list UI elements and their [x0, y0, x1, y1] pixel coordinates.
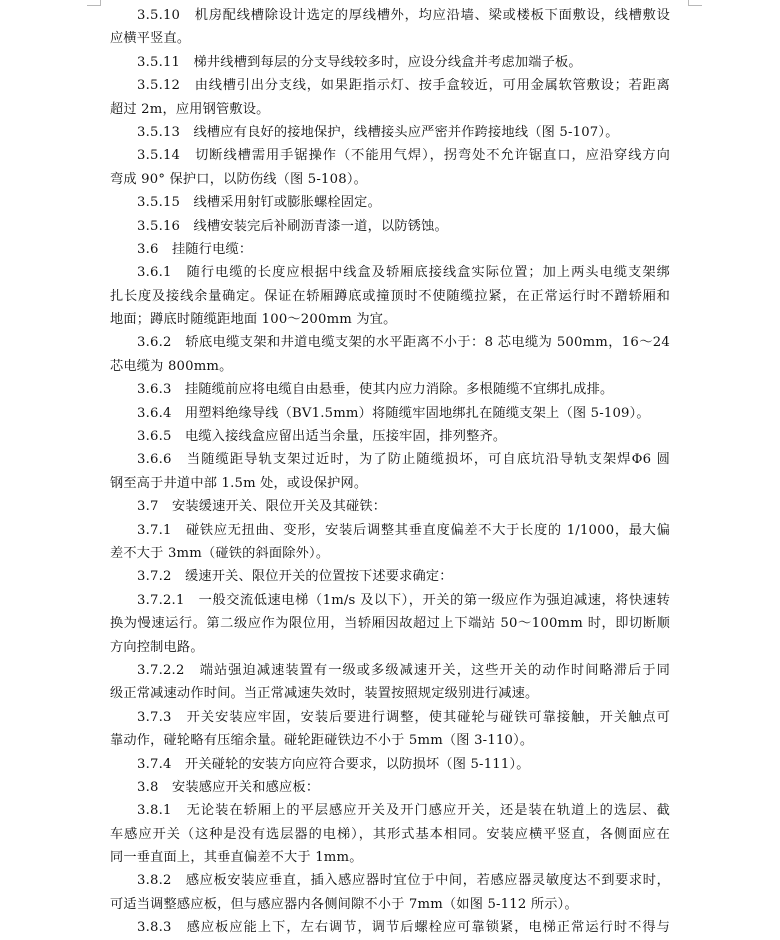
- text-line: 3.7 安装缓速开关、限位开关及其碰铁：: [137, 499, 387, 515]
- crop-mark-right: [688, 0, 703, 6]
- text-line: 3.7.2.2 端站强迫减速装置有一级或多级减速开关，这些开关的动作时间略滞后于同: [137, 662, 670, 678]
- text-line: 超过 2m，应用钢管敷设。: [110, 101, 270, 117]
- text-line: 差不大于 3mm（碰铁的斜面除外）。: [110, 545, 330, 561]
- text-line: 钢至高于井道中部 1.5m 处，或设保护网。: [110, 475, 368, 491]
- text-line: 3.6.5 电缆入接线盒应留出适当余量，压接牢固，排列整齐。: [137, 429, 507, 445]
- text-line: 3.5.15 线槽采用射钉或膨胀螺栓固定。: [137, 195, 381, 211]
- text-line: 3.7.4 开关碰轮的安装方向应符合要求，以防损坏（图 5-111）。: [137, 756, 530, 772]
- text-line: 3.6.1 随行电缆的长度应根据中线盒及轿厢底接线盒实际位置；加上两头电缆支架绑: [137, 265, 670, 281]
- text-line: 3.8 安装感应开关和感应板：: [137, 779, 320, 795]
- text-line: 3.7.3 开关安装应牢固，安装后要进行调整，使其碰轮与碰铁可靠接触，开关触点可: [137, 709, 670, 725]
- text-line: 可适当调整感应板，但与感应器内各侧间隙不小于 7mm（如图 5-112 所示）。: [110, 896, 578, 912]
- text-line: 3.5.10 机房配线槽除设计选定的厚线槽外，均应沿墙、梁或楼板下面敷设，线槽敷设: [137, 8, 670, 23]
- text-line: 靠动作，碰轮略有压缩余量。碰轮距碰铁边不小于 5mm（图 3-110）。: [110, 733, 534, 749]
- text-line: 3.6.2 轿底电缆支架和井道电缆支架的水平距离不小于：8 芯电缆为 500mm，16～24: [137, 335, 670, 351]
- text-line: 地面；蹲底时随缆距地面 100～200mm 为宜。: [110, 312, 397, 328]
- document-body: [110, 4, 670, 940]
- text-line: 3.8.2 感应板安装应垂直，插入感应器时宜位于中间，若感应器灵敏度达不到要求时，: [137, 873, 670, 889]
- crop-mark-left: [86, 0, 101, 6]
- text-line: 3.8.1 无论装在轿厢上的平层感应开关及开门感应开关，还是装在轨道上的选层、截: [137, 803, 670, 819]
- text-line: 芯电缆为 800mm。: [110, 358, 233, 374]
- text-line: 3.5.16 线槽安装完后补刷沥青漆一道，以防锈蚀。: [137, 218, 448, 234]
- text-line: 3.6.4 用塑料绝缘导线（BV1.5mm）将随缆牢固地绑扎在随缆支架上（图 5-109）。: [137, 405, 650, 421]
- text-line: 3.7.2 缓速开关、限位开关的位置按下述要求确定：: [137, 569, 453, 585]
- text-line: 扎长度及接线余量确定。保证在轿厢蹲底或撞顶时不使随缆拉紧，在正常运行时不蹭轿厢和: [110, 288, 670, 304]
- text-line: 3.5.12 由线槽引出分支线，如果距指示灯、按手盒较近，可用金属软管敷设；若距离: [137, 78, 670, 94]
- text-line: 3.5.11 梯井线槽到每层的分支导线较多时，应设分线盒并考虑加端子板。: [137, 54, 582, 70]
- text-line: 3.6 挂随行电缆：: [137, 241, 253, 257]
- text-line: 3.6.6 当随缆距导轨支架过近时，为了防止随缆损坏，可自底坑沿导轨支架焊Φ6 圆: [137, 452, 670, 468]
- text-line: 3.6.3 挂随缆前应将电缆自由悬垂，使其内应力消除。多根随缆不宜绑扎成排。: [137, 382, 614, 398]
- text-line: 级正常减速动作时间。当正常减速失效时，装置按照规定级别进行减速。: [110, 686, 539, 702]
- text-line: 3.5.14 切断线槽需用手锯操作（不能用气焊），拐弯处不允许锯直口，应沿穿线方向: [137, 148, 670, 164]
- text-line: 3.7.1 碰铁应无扭曲、变形，安装后调整其垂直度偏差不大于长度的 1/1000，最大偏: [137, 522, 670, 538]
- text-line: 应横平竖直。: [110, 31, 191, 47]
- text-line: 3.7.2.1 一般交流低速电梯（1m/s 及以下），开关的第一级应作为强迫减速，将快速转: [137, 592, 670, 608]
- text-line: 3.5.13 线槽应有良好的接地保护，线槽接头应严密并作跨接地线（图 5-107）。: [137, 124, 619, 140]
- text-line: 车感应开关（这种是没有选层器的电梯），其形式基本相同。安装应横平竖直，各侧面应在: [110, 826, 670, 842]
- text-line: 方向控制电路。: [110, 639, 204, 655]
- text-line: 弯成 90° 保护口，以防伤线（图 5-108）。: [110, 171, 367, 187]
- text-line: 同一垂直面上，其垂直偏差不大于 1mm。: [110, 850, 363, 866]
- text-line: 3.8.3 感应板应能上下，左右调节，调节后螺栓应可靠锁紧，电梯正常运行时不得与: [137, 920, 670, 936]
- text-line: 换为慢速运行。第二级应作为限位用，当轿厢因故超过上下端站 50～100mm 时，即切断顺: [110, 616, 670, 632]
